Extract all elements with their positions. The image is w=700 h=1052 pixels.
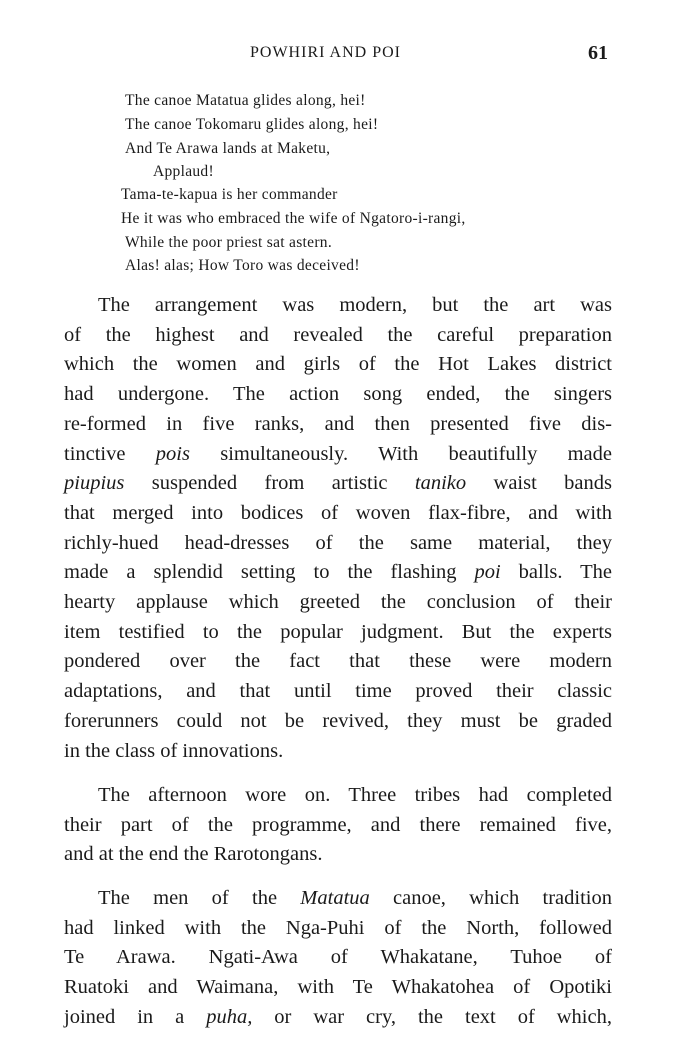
text-fragment: simultaneously. With beautifully made [189, 442, 612, 465]
text-line: richly-hued head-dresses of the same material, they [64, 531, 612, 554]
text-line: which the women and girls of the Hot Lakes district [64, 353, 612, 376]
text-line: adaptations, and that until time proved their classic [64, 680, 612, 703]
text-line: had undergone. The action song ended, the singers [64, 383, 612, 406]
text-fragment: or war cry, the text of which, [252, 1005, 612, 1028]
verse-line: Applaud! [153, 163, 214, 180]
text-line: had linked with the Nga-Puhi of the North, followed [64, 916, 612, 939]
text-line: that merged into bodices of woven flax-fibre, and with [64, 501, 612, 524]
verse-line: Tama-te-kapua is her commander [121, 186, 338, 203]
text-line: in the class of innovations. [64, 739, 284, 762]
text-line [64, 1003, 612, 1033]
page-number: 61 [588, 42, 608, 64]
text-line: of the highest and revealed the careful preparation [64, 323, 612, 346]
italic-term: piupius [64, 472, 125, 495]
italic-term: puha, [206, 1005, 253, 1028]
text-fragment: balls. The [500, 561, 612, 584]
text-fragment: canoe, which tradition [369, 887, 612, 909]
verse-line: While the poor priest sat astern. [125, 234, 333, 251]
text-line: and at the end the Rarotongans. [64, 843, 323, 866]
text-line: forerunners could not be revived, they must be graded [64, 709, 612, 732]
italic-term: taniko [414, 472, 467, 495]
text-line: their part of the programme, and there remained five, [64, 813, 612, 836]
text-line: Te Arawa. Ngati-Awa of Whakatane, Tuhoe of [64, 946, 612, 969]
text-line: Ruatoki and Waimana, with Te Whakatohea of Opotiki [64, 976, 612, 999]
verse-line: The canoe Tokomaru glides along, hei! [125, 116, 379, 133]
italic-term: pois [155, 442, 190, 465]
italic-term: Matatua [300, 887, 370, 909]
text-line [64, 884, 612, 914]
paragraph-1 [64, 291, 612, 766]
text-line [64, 558, 612, 588]
text-line: item testified to the popular judgment. But the experts [64, 620, 612, 643]
verse-line: The canoe Matatua glides along, hei! [125, 92, 366, 109]
text-line: The afternoon wore on. Three tribes had completed [98, 784, 612, 806]
paragraph-3 [64, 884, 612, 1033]
text-fragment: joined in a [64, 1005, 207, 1028]
text-line: pondered over the fact that these were modern [64, 650, 612, 673]
verse-line: Alas! alas; How Toro was deceived! [125, 257, 360, 274]
text-line: The arrangement was modern, but the art was [98, 294, 612, 316]
running-head: POWHIRI AND POI [250, 44, 401, 61]
text-line: re-formed in five ranks, and then presented five dis- [64, 412, 612, 435]
verse-line: He it was who embraced the wife of Ngatoro-i-rangi, [121, 210, 466, 227]
text-line [64, 469, 612, 499]
text-fragment: made a splendid setting to the flashing [64, 561, 475, 584]
text-line: hearty applause which greeted the conclusion of their [64, 591, 612, 614]
text-fragment: waist bands [466, 472, 612, 495]
text-fragment: tinctive [64, 442, 156, 465]
verse-line: And Te Arawa lands at Maketu, [125, 140, 331, 157]
text-fragment: suspended from artistic [124, 472, 415, 495]
paragraph-2 [64, 781, 612, 870]
italic-term: poi [474, 561, 501, 584]
text-fragment: The men of the [98, 887, 301, 909]
text-line [64, 440, 612, 470]
